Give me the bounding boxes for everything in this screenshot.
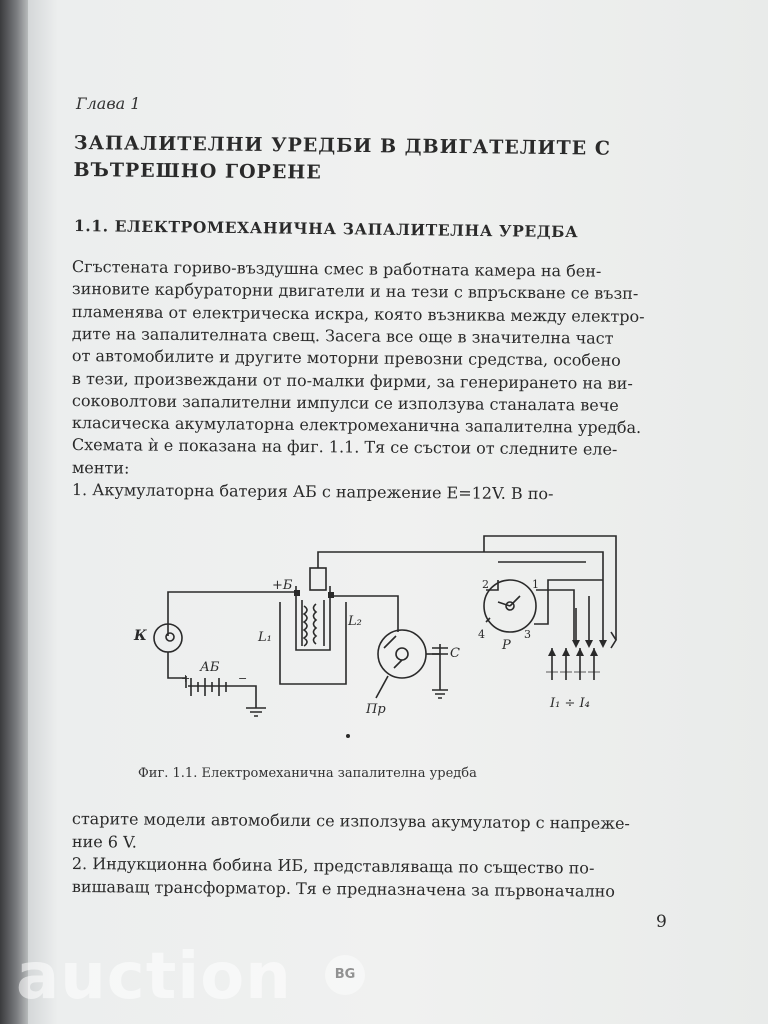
fig-label-plus: +	[181, 672, 191, 685]
text-line: вишаващ трансформатор. Тя е предназначена за първоначално	[71, 876, 616, 901]
fig-label-l1: L₁	[258, 630, 272, 645]
fig-label-c: С	[450, 646, 460, 661]
text-line: пламенява от електрическа искра, която възниква между електро-	[71, 301, 645, 326]
figure-caption: Фиг. 1.1. Електромеханична запалителна уредба	[138, 766, 477, 781]
text-line: менти:	[71, 457, 130, 478]
fig-label-3: 3	[524, 628, 531, 641]
fig-label-p: Р	[502, 638, 511, 653]
chapter-title: ЗАПАЛИТЕЛНИ УРЕДБИ В ДВИГАТЕЛИТЕ С ВЪТРЕШНО ГОРЕНЕ	[73, 131, 612, 184]
book-spine-shadow	[0, 0, 28, 1024]
fig-label-pr: Пр	[366, 702, 386, 717]
fig-label-4: 4	[478, 628, 485, 641]
text-line: 2. Индукционна бобина ИБ, представляваща по същество по-	[71, 853, 595, 878]
fig-label-plus-b: +Б	[272, 578, 293, 593]
watermark-badge: BG	[325, 955, 365, 995]
watermark-logo: auction	[16, 940, 292, 1014]
text-line: дите на запалителната свещ. Засега все още в значителна част	[71, 323, 614, 348]
fig-label-ab: АБ	[200, 660, 220, 675]
text-line: в тези, произвеждани от по-малки фирми, за генерирането на ви-	[71, 368, 633, 393]
text-line: Сгъстената гориво-въздушна смес в работната камера на бен-	[71, 256, 602, 281]
text-line: старите модели автомобили се използува акумулатор с напреже-	[71, 808, 630, 833]
fig-label-2: 2	[482, 578, 489, 591]
text-line: 1. Акумулаторна батерия АБ с напрежение E=12V. В по-	[71, 479, 554, 504]
book-page	[28, 0, 768, 1024]
text-line: ние 6 V.	[71, 831, 137, 852]
text-line: зиновите карбураторни двигатели и на тези с впръскване се възп-	[71, 279, 639, 304]
fig-label-l2: L₂	[348, 614, 362, 629]
text-line: от автомобилите и другите моторни превозни средства, особено	[71, 346, 621, 370]
fig-label-minus: −	[238, 672, 248, 685]
text-line: класическа акумулаторна електромеханична запалителна уредба.	[71, 413, 642, 438]
text-line: Схемата ѝ е показана на фиг. 1.1. Тя се състои от следните еле-	[71, 435, 618, 460]
fig-label-k: К	[134, 628, 147, 644]
fig-label-outputs: I₁ ÷ I₄	[550, 696, 590, 711]
chapter-label: Глава 1	[76, 94, 141, 113]
fig-label-1: 1	[532, 578, 539, 591]
text-line: соковолтови запалителни импулси се използува станалата вече	[71, 390, 619, 415]
page-number: 9	[656, 912, 667, 932]
section-title: 1.1. ЕЛЕКТРОМЕХАНИЧНА ЗАПАЛИТЕЛНА УРЕДБА	[73, 216, 579, 242]
